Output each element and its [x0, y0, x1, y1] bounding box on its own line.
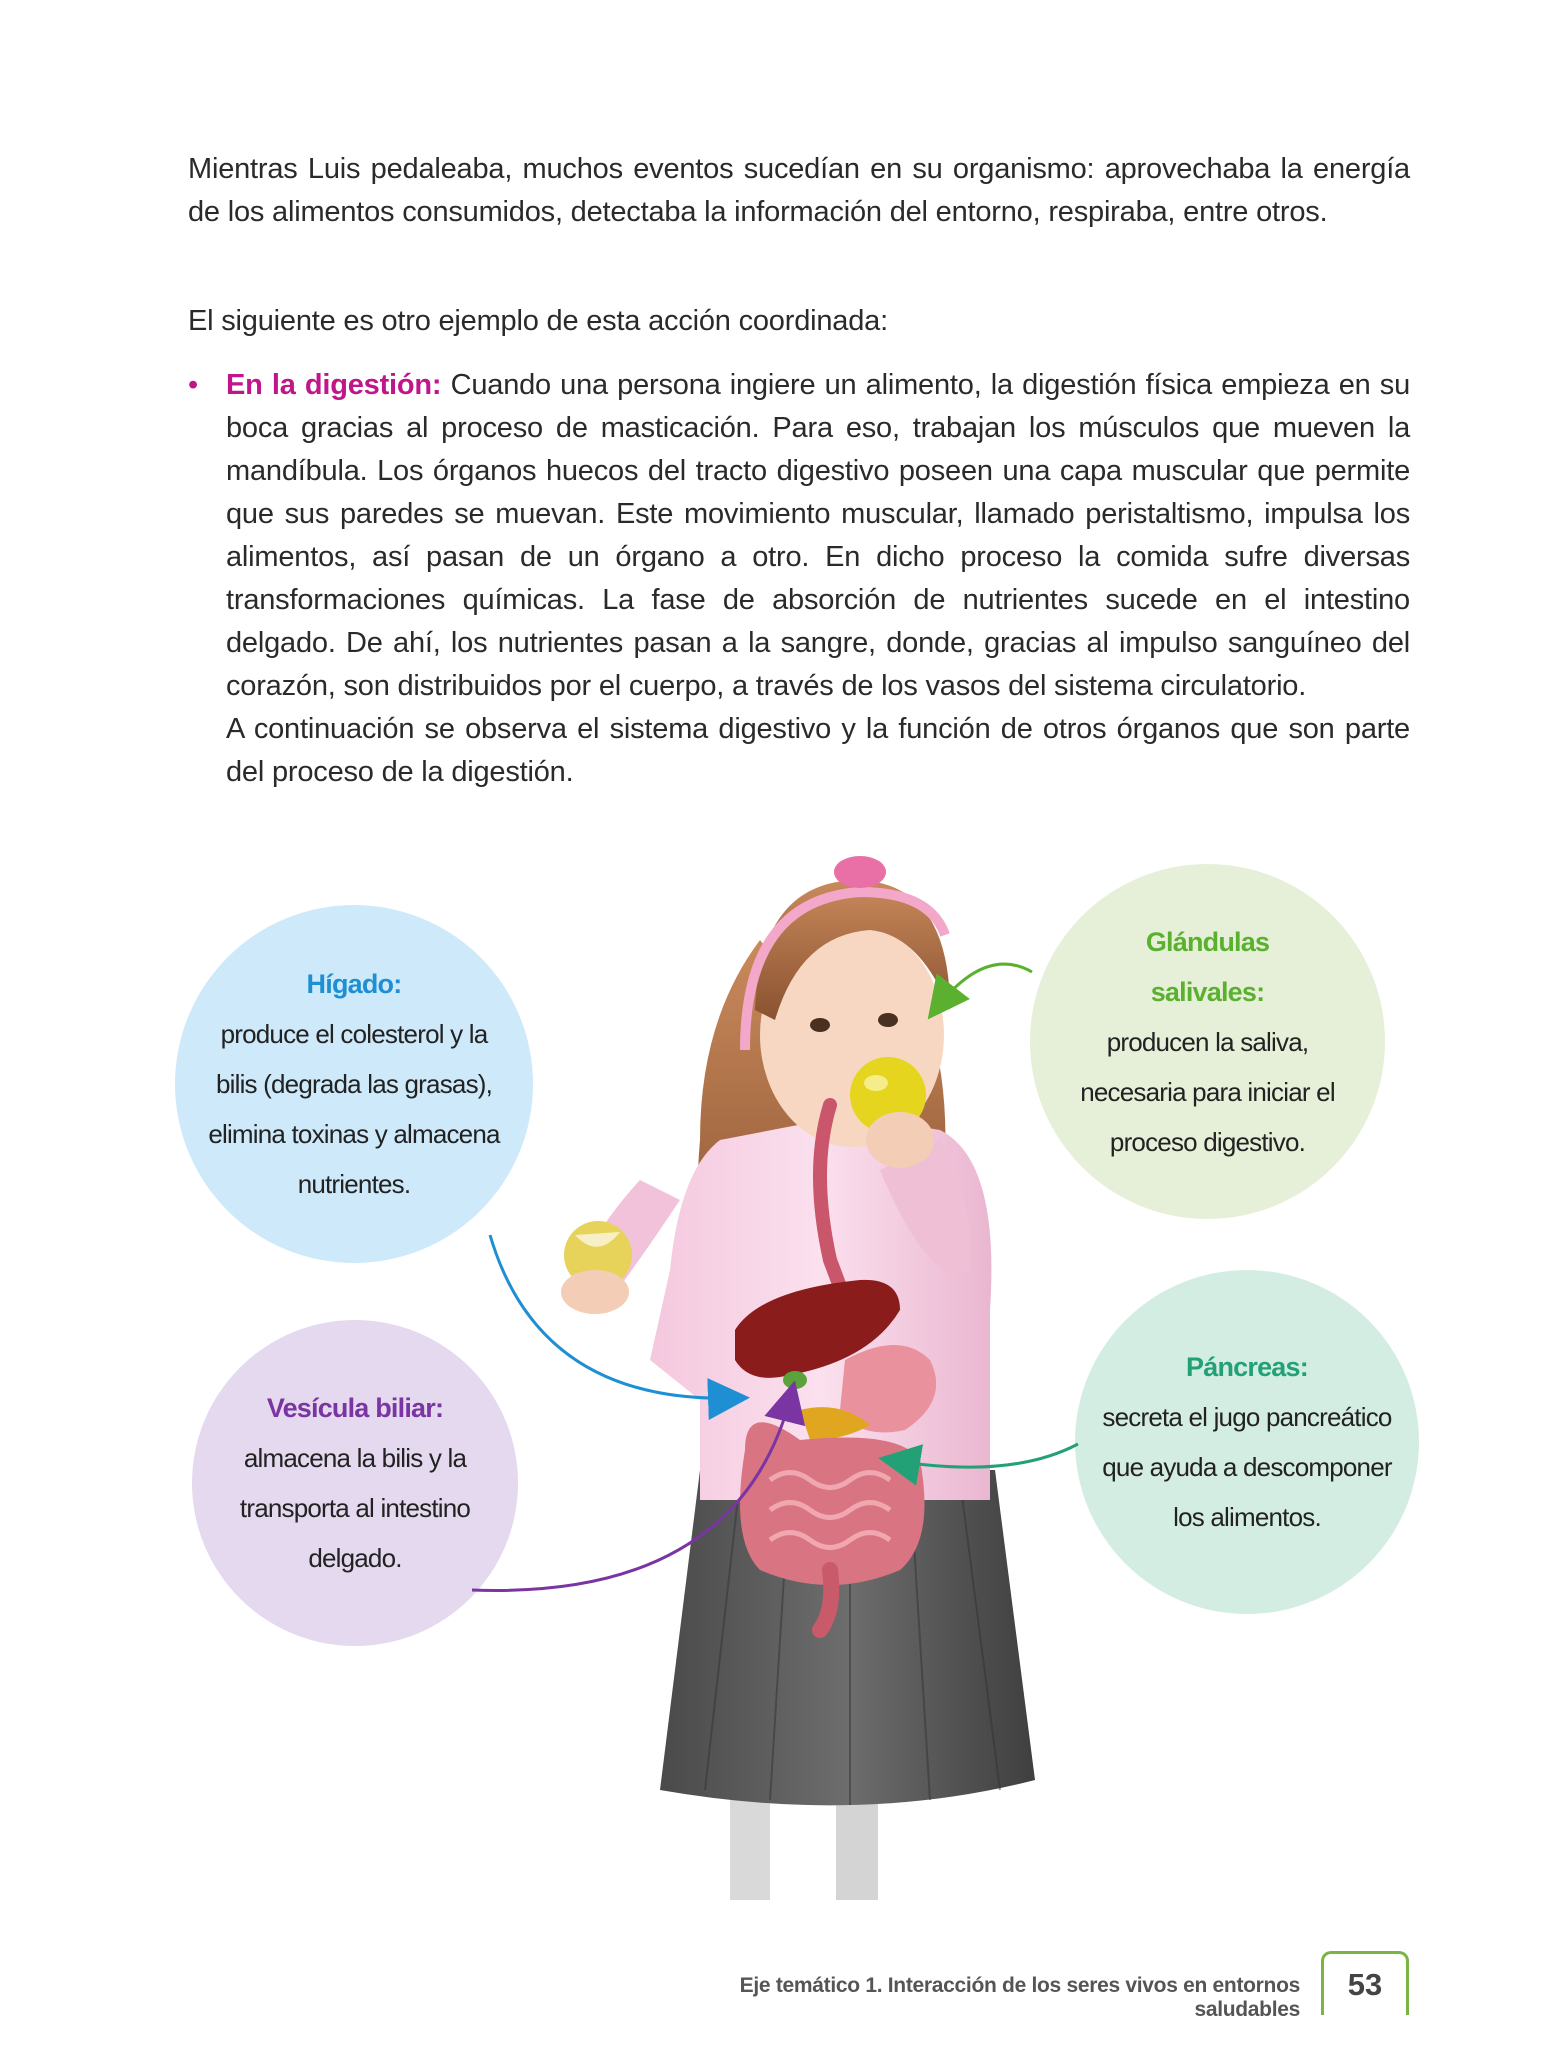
- page-number: 53: [1321, 1951, 1409, 2015]
- bullet-main-text: Cuando una persona ingiere un alimento, la digestión física empieza en su boca gracias al proceso de masticación. Para eso, trabajan los músculos que mueven la mandíbula. Los órganos huecos del tracto digestivo poseen una capa muscular que permite que sus paredes se muevan. Este movimiento muscular, llamado peristaltismo, impulsa los alimentos, así pasan de un órgano a otro. En dicho proceso la comida sufre diversas transformaciones químicas. La fase de absorción de nutrientes sucede en el intestino delgado. De ahí, los nutrientes pasan a la sangre, donde, gracias al impulso sanguíneo del corazón, son distribuidos por el cuerpo, a través de los vasos del sistema circulatorio.: [226, 369, 1410, 702]
- digestive-system-figure: [0, 840, 1564, 1900]
- gallbladder-line: transporta al intestino: [239, 1493, 471, 1523]
- bullet-continuation: A continuación se observa el sistema digestivo y la función de otros órganos que son parte del proceso de la digestión.: [226, 713, 1410, 788]
- liver-line: nutrientes.: [297, 1169, 411, 1199]
- digestion-bullet: [188, 364, 1410, 794]
- pancreas-title: Páncreas:: [1186, 1352, 1308, 1382]
- pancreas-line: que ayuda a descomponer: [1102, 1452, 1392, 1482]
- pancreas-line: los alimentos.: [1173, 1502, 1321, 1532]
- liver-line: elimina toxinas y almacena: [208, 1119, 500, 1149]
- footer-caption: Eje temático 1. Interacción de los seres vivos en entornos saludables: [739, 1974, 1300, 2021]
- salivary-title-line: salivales:: [1150, 976, 1265, 1007]
- liver-line: bilis (degrada las grasas),: [215, 1069, 493, 1099]
- salivary-line: necesaria para iniciar el: [1080, 1076, 1335, 1107]
- salivary-line: proceso digestivo.: [1109, 1126, 1306, 1157]
- gallbladder-organ: [783, 1371, 807, 1389]
- pancreas-line: secreta el jugo pancreático: [1102, 1402, 1392, 1432]
- salivary-title-line: Glándulas: [1145, 926, 1270, 957]
- bullet-paragraph: [226, 364, 1410, 708]
- bullet-body: [226, 364, 1410, 794]
- gallbladder-line: almacena la bilis y la: [243, 1443, 467, 1473]
- salivary-line: producen la saliva,: [1106, 1026, 1309, 1057]
- gallbladder-line: delgado.: [308, 1543, 402, 1573]
- gallbladder-title: Vesícula biliar:: [266, 1393, 444, 1423]
- liver-title: Hígado:: [306, 969, 402, 999]
- liver-line: produce el colesterol y la: [220, 1019, 488, 1049]
- bullet-lead: En la digestión:: [226, 369, 442, 401]
- girl-digestive-illustration: [0, 840, 1564, 1900]
- intro-paragraph: Mientras Luis pedaleaba, muchos eventos sucedían en su organismo: aprovechaba la energía de los alimentos consumidos, detectaba la información del entorno, respiraba, entre otros.: [188, 153, 1410, 228]
- bullet-marker: •: [188, 369, 199, 401]
- example-intro: El siguiente es otro ejemplo de esta acción coordinada:: [188, 305, 888, 337]
